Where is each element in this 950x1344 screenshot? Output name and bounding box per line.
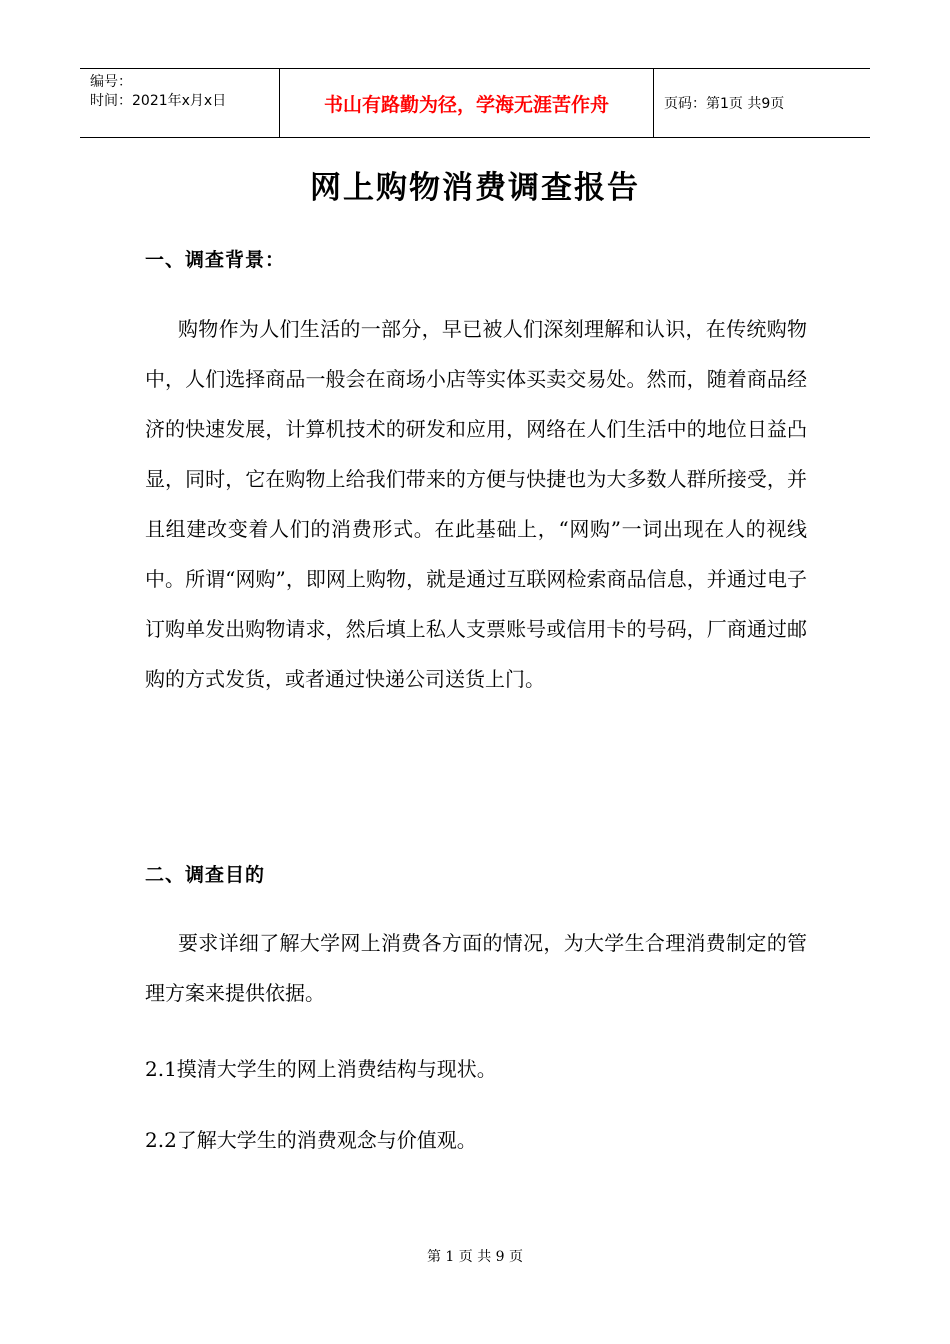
document-title: 网上购物消费调查报告 <box>310 170 640 206</box>
section-heading-purpose: 二、调查目的 <box>145 864 266 886</box>
document-number-label: 编号： <box>90 74 132 90</box>
page-header <box>80 68 870 138</box>
page-footer: 第 1 页 共 9 页 <box>426 1249 524 1265</box>
header-page-info: 页码：第1页 共9页 <box>664 96 785 112</box>
section-heading-background: 一、调查背景： <box>145 249 286 271</box>
document-date-label: 时间：2021年x月x日 <box>90 93 227 109</box>
section-paragraph-purpose: 要求详细了解大学网上消费各方面的情况，为大学生合理消费制定的管理方案来提供依据。 <box>145 931 807 1005</box>
list-item: 2.1摸清大学生的网上消费结构与现状。 <box>145 1057 497 1081</box>
header-meta <box>80 69 280 137</box>
list-item: 2.2了解大学生的消费观念与价值观。 <box>145 1128 477 1152</box>
header-motto: 书山有路勤为径，学海无涯苦作舟 <box>280 69 654 137</box>
section-paragraph-background: 购物作为人们生活的一部分，早已被人们深刻理解和认识，在传统购物中，人们选择商品一般会在商场小店等实体买卖交易处。然而，随着商品经济的快速发展，计算机技术的研发和应用，网络在人们生活中的地位日益凸显，同时，它在购物上给我们带来的方便与快捷也为大多数人群所接受，并且组建改变着人们的消费形式。在此基础上，“网购”一词出现在人的视线中。所谓“网购”，即网上购物，就是通过互联网检索商品信息，并通过电子订购单发出购物请求，然后填上私人支票账号或信用卡的号码，厂商通过邮购的方式发货，或者通过快递公司送货上门。 <box>145 317 807 691</box>
